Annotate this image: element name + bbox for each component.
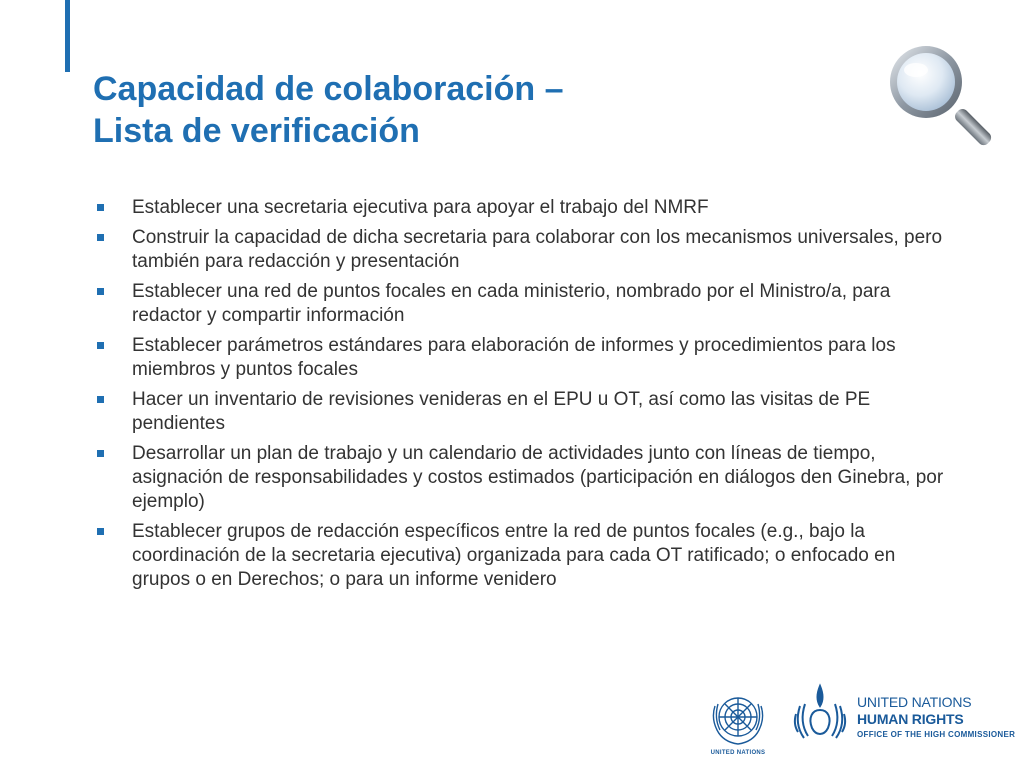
list-item: [96, 196, 946, 220]
list-item-text: Hacer un inventario de revisiones venideras en el EPU u OT, así como las visitas de PE pendientes: [132, 389, 871, 434]
list-item: [96, 442, 946, 514]
square-bullet-icon: [97, 288, 104, 295]
square-bullet-icon: [97, 234, 104, 241]
square-bullet-icon: [97, 204, 104, 211]
square-bullet-icon: [97, 528, 104, 535]
square-bullet-icon: [97, 396, 104, 403]
list-item: [96, 226, 946, 274]
list-item-text: Desarrollar un plan de trabajo y un calendario de actividades junto con líneas de tiempo, asignación de responsabilidades y costos estimados (participación en diálogos den Ginebra, por ejemplo): [132, 443, 944, 512]
slide-title: [93, 68, 563, 152]
list-item-text: Establecer una red de puntos focales en cada ministerio, nombrado por el Ministro/a, para redactor y compartir información: [132, 281, 891, 326]
un-globe-icon: [705, 688, 771, 750]
square-bullet-icon: [97, 342, 104, 349]
list-item: [96, 334, 946, 382]
title-accent-bar: [65, 0, 70, 72]
checklist-bullets: [96, 196, 946, 598]
un-caption: UNITED NATIONS: [710, 750, 766, 756]
slide-title-line-1: Capacidad de colaboración –: [93, 70, 564, 108]
magnifying-glass-icon: [878, 38, 998, 148]
ohchr-logo-icon: [790, 680, 850, 750]
list-item-text: Establecer grupos de redacción específicos entre la red de puntos focales (e.g., bajo la coordinación de la secretaria ejecutiva) organizada para cada OT ratificado; o enfocado en grupos o en Derechos; o para un informe venidero: [132, 521, 896, 590]
list-item-text: Establecer parámetros estándares para elaboración de informes y procedimientos para los miembros y puntos focales: [132, 335, 896, 380]
ohchr-line-3: OFFICE OF THE HIGH COMMISSIONER: [857, 730, 1016, 739]
ohchr-line-1: UNITED NATIONS: [857, 694, 972, 710]
list-item: [96, 280, 946, 328]
list-item: [96, 520, 946, 592]
list-item: [96, 388, 946, 436]
un-emblem-logo: [705, 688, 771, 764]
list-item-text: Construir la capacidad de dicha secretaria para colaborar con los mecanismos universales, pero también para redacción y presentación: [132, 227, 943, 272]
ohchr-wordmark: [857, 694, 1015, 742]
ohchr-line-2: HUMAN RIGHTS: [857, 711, 964, 727]
square-bullet-icon: [97, 450, 104, 457]
list-item-text: Establecer una secretaria ejecutiva para apoyar el trabajo del NMRF: [132, 197, 709, 218]
slide-title-line-2: Lista de verificación: [93, 112, 420, 150]
